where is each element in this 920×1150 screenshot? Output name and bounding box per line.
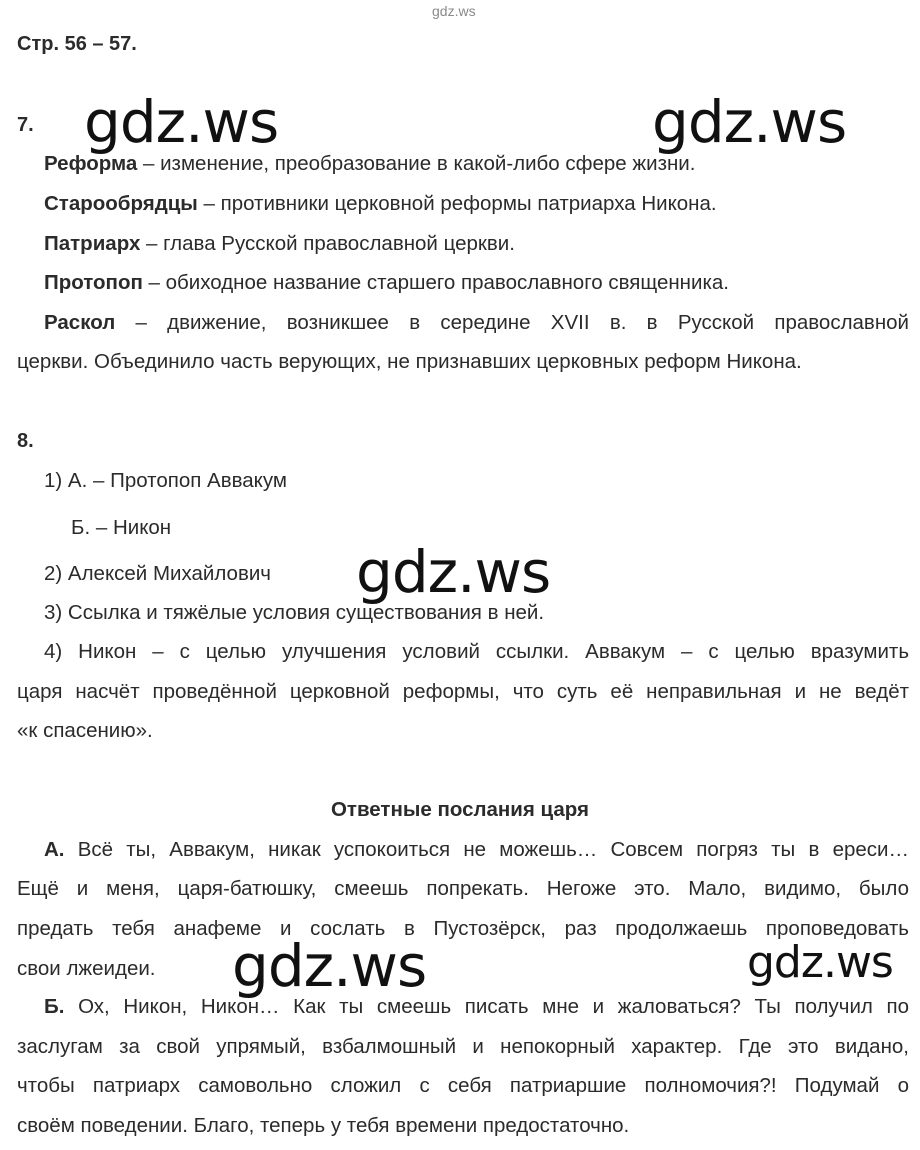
term-label: Патриарх: [44, 232, 141, 255]
watermark: gdz.ws: [232, 932, 427, 1000]
letter-a-text: Всё ты, Аввакум, никак успокоиться не можешь… Совсем погряз ты в ереси…: [64, 838, 909, 861]
term-label: Старообрядцы: [44, 192, 198, 215]
letter-b-label: Б.: [44, 995, 65, 1018]
letter-a-label: А.: [44, 838, 65, 861]
letter-a-line-3: предать тебя анафеме и сослать в Пустозёрск, раз продолжаешь проповедовать: [17, 917, 909, 940]
answer-4-line-2: царя насчёт проведённой церковной реформы, что суть её неправильная и не ведёт: [17, 680, 909, 703]
term-definition: – глава Русской православной церкви.: [140, 232, 515, 255]
task-8-number: 8.: [17, 430, 34, 452]
letter-b-line-1: [44, 995, 909, 1019]
watermark: gdz.ws: [652, 88, 847, 156]
answer-3: 3) Ссылка и тяжёлые условия существования в ней.: [44, 601, 545, 624]
letters-title: Ответные послания царя: [330, 798, 590, 821]
page-header: Стр. 56 – 57.: [17, 33, 137, 55]
task-7-number: 7.: [17, 114, 34, 136]
term-row-patriarkh: [44, 232, 515, 256]
answer-2: 2) Алексей Михайлович: [44, 562, 271, 585]
answer-4-line-3: «к спасению».: [17, 719, 153, 742]
raskol-continuation: церкви. Объединило часть верующих, не признавших церковных реформ Никона.: [17, 350, 802, 373]
term-label: Протопоп: [44, 271, 143, 294]
letter-a-line-4: свои лжеидеи.: [17, 957, 156, 980]
answer-4-line-1: 4) Никон – с целью улучшения условий ссылки. Аввакум – с целью вразумить: [44, 640, 909, 663]
letter-b-text: Ох, Никон, Никон… Как ты смеешь писать мне и жаловаться? Ты получил по: [64, 995, 909, 1018]
letter-a-line-1: [44, 838, 909, 862]
letter-b-line-2: заслугам за свой упрямый, взбалмошный и непокорный характер. Где это видано,: [17, 1035, 909, 1058]
term-label: Раскол: [44, 311, 116, 334]
letter-a-line-2: Ещё и меня, царя-батюшку, смеешь попрекать. Негоже это. Мало, видимо, было: [17, 877, 909, 900]
term-row-protopop: [44, 271, 729, 295]
term-definition: – обиходное название старшего православного священника.: [142, 271, 729, 294]
letter-b-line-3: чтобы патриарх самовольно сложил с себя патриаршие полномочия?! Подумай о: [17, 1074, 909, 1097]
term-row-staroobryadtsy: [44, 192, 717, 216]
watermark: gdz.ws: [356, 538, 551, 606]
term-row-reforma: [44, 152, 695, 176]
term-definition: – движение, возникшее в середине XVII в. в Русской православной: [115, 311, 909, 334]
answer-1a: 1) А. – Протопоп Аввакум: [44, 469, 287, 492]
letter-b-line-4: своём поведении. Благо, теперь у тебя времени предостаточно.: [17, 1114, 630, 1137]
answer-1b: Б. – Никон: [71, 516, 172, 539]
watermark-small: gdz.ws: [432, 3, 476, 19]
term-definition: – противники церковной реформы патриарха Никона.: [197, 192, 717, 215]
watermark: gdz.ws: [747, 937, 893, 988]
watermark: gdz.ws: [84, 88, 279, 156]
term-definition: – изменение, преобразование в какой-либо сфере жизни.: [137, 152, 696, 175]
term-label: Реформа: [44, 152, 138, 175]
term-row-raskol: [44, 311, 909, 335]
